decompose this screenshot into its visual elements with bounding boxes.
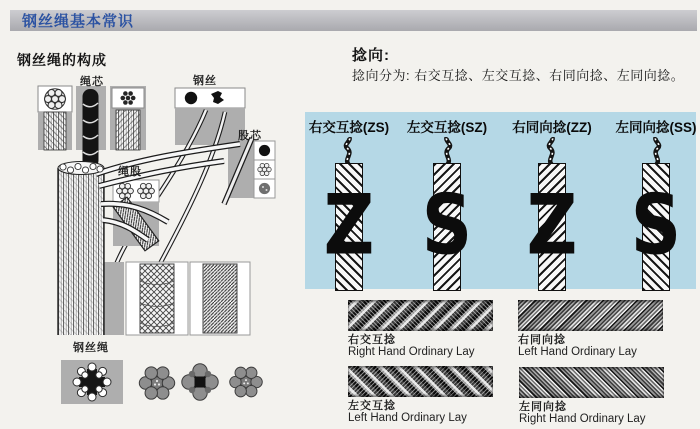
lay-figure-zs-label: 右交互捻(ZS) xyxy=(308,120,390,135)
rope-figure-sz xyxy=(421,163,473,291)
lay-photo-left-lang xyxy=(519,367,671,426)
rope-core-strips xyxy=(38,86,146,168)
rope-figure-zs xyxy=(323,163,375,291)
photo-caption-en: Right Hand Ordinary Lay xyxy=(348,346,475,358)
frayed-strand-icon xyxy=(435,137,459,165)
lay-figure-zz-label: 右同向捻(ZZ) xyxy=(512,120,592,135)
steel-wire-label: 钢丝 xyxy=(193,75,217,87)
page-header-bar xyxy=(10,10,697,31)
lay-letter-z: Z xyxy=(323,176,375,274)
rope-photo-image xyxy=(518,300,663,331)
rope-sample-strips xyxy=(126,262,250,335)
lay-figure-sz xyxy=(401,116,493,291)
lay-direction-panel xyxy=(305,112,696,289)
lay-figure-ss-label: 左同向捻(SS) xyxy=(615,120,697,135)
wire-rope-label: 钢丝绳 xyxy=(73,342,109,354)
lay-photo-right-lang xyxy=(518,300,670,359)
photo-caption-en: Right Hand Ordinary Lay xyxy=(519,413,646,425)
frayed-strand-icon xyxy=(540,137,564,165)
lay-photo-left-ordinary xyxy=(348,366,500,425)
lay-figure-ss xyxy=(610,116,700,291)
strand-core-label: 股芯 xyxy=(238,130,262,142)
photo-caption-cn: 左交互捻 xyxy=(348,400,396,412)
rope-core-label: 绳芯 xyxy=(80,76,104,88)
lay-direction-description: 捻向分为: 右交互捻、左交互捻、右同向捻、左同向捻。 xyxy=(352,68,685,83)
photo-caption-en: Left Hand Ordinary Lay xyxy=(348,412,467,424)
rope-photo-image xyxy=(348,300,493,331)
lay-letter-s: S xyxy=(630,176,682,274)
wire-rope-cross-sections xyxy=(61,360,262,404)
frayed-strand-icon xyxy=(644,137,668,165)
photo-caption-cn: 右同向捻 xyxy=(518,334,566,346)
rope-photo-image xyxy=(348,366,493,397)
left-section-title: 钢丝绳的构成 xyxy=(17,52,107,68)
lay-letter-z: Z xyxy=(526,176,578,274)
lay-direction-heading: 捻向: xyxy=(352,47,390,64)
lay-figure-sz-label: 左交互捻(SZ) xyxy=(406,120,488,135)
lay-figure-zz xyxy=(506,116,598,291)
frayed-strand-icon xyxy=(337,137,361,165)
rope-figure-zz xyxy=(526,163,578,291)
lay-figure-zs xyxy=(303,116,395,291)
photo-caption-en: Left Hand Ordinary Lay xyxy=(518,346,637,358)
wire-rope-construction-illustration xyxy=(10,64,310,429)
rope-figure-ss xyxy=(630,163,682,291)
rope-photo-image xyxy=(519,367,664,398)
lay-photo-right-ordinary xyxy=(348,300,500,359)
photo-caption-cn: 右交互捻 xyxy=(348,334,396,346)
lay-letter-s: S xyxy=(421,176,473,274)
page-title: 钢丝绳基本常识 xyxy=(22,13,135,30)
rope-strand-label: 绳股 xyxy=(118,166,142,178)
photo-caption-cn: 左同向捻 xyxy=(519,401,567,413)
